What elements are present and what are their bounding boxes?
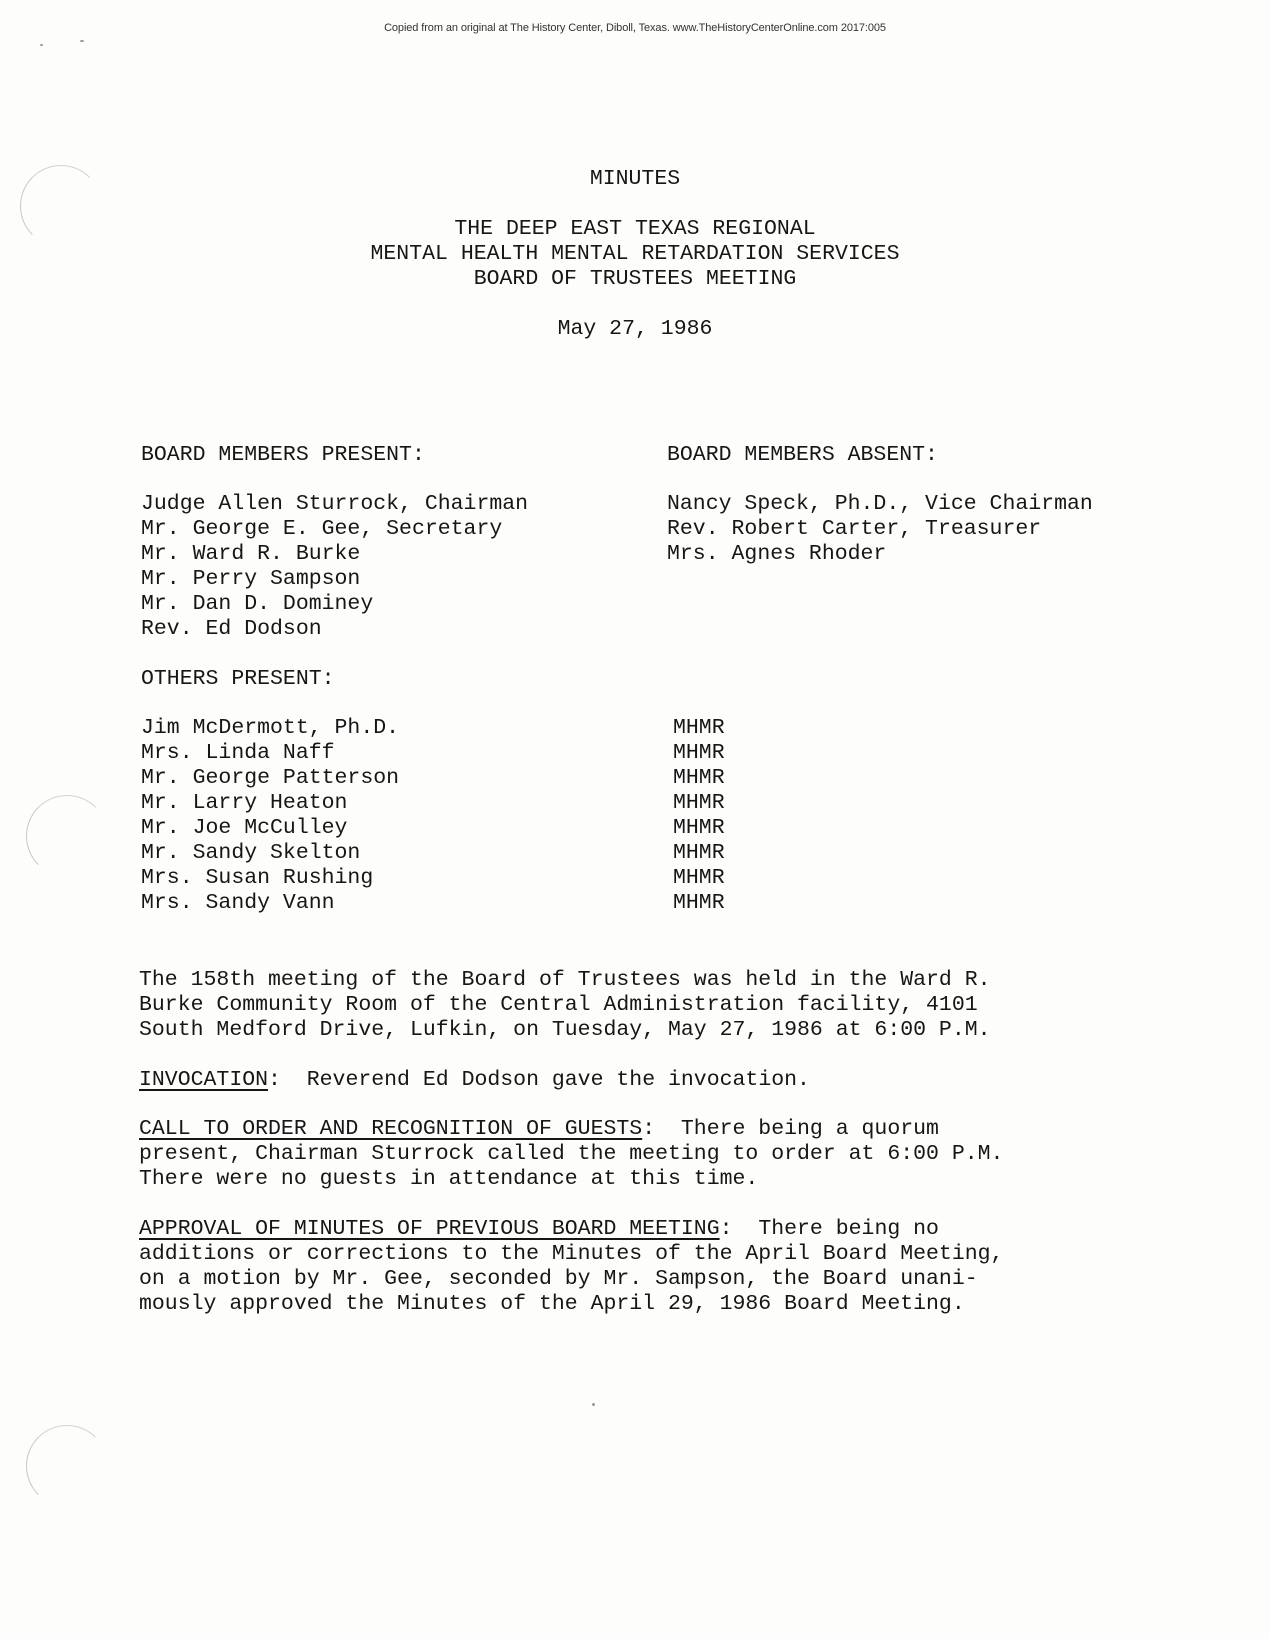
paragraph-line: South Medford Drive, Lufkin, on Tuesday, May 27, 1986 at 6:00 P.M. bbox=[139, 1018, 991, 1042]
attendee-row bbox=[141, 716, 761, 741]
attendee-row bbox=[141, 791, 761, 816]
organization-line: BOARD OF TRUSTEES MEETING bbox=[473, 267, 797, 291]
attendee-org: MHMR bbox=[673, 791, 725, 815]
paragraph-line: There being no bbox=[732, 1217, 939, 1241]
punch-hole-middle bbox=[26, 795, 108, 877]
organization-line: MENTAL HEALTH MENTAL RETARDATION SERVICES bbox=[370, 242, 900, 266]
others-present-list bbox=[141, 716, 761, 916]
paragraph-line: The 158th meeting of the Board of Trustees was held in the Ward R. bbox=[139, 968, 991, 992]
member-present: Rev. Ed Dodson bbox=[141, 617, 322, 641]
paragraph-line: Reverend Ed Dodson gave the invocation. bbox=[280, 1068, 810, 1092]
scan-speck bbox=[80, 40, 84, 42]
member-present: Mr. Perry Sampson bbox=[141, 567, 361, 591]
member-present: Mr. Ward R. Burke bbox=[141, 542, 361, 566]
approval-of-minutes-section bbox=[139, 1217, 1003, 1317]
member-absent: Mrs. Agnes Rhoder bbox=[667, 542, 887, 566]
member-absent: Rev. Robert Carter, Treasurer bbox=[667, 517, 1042, 541]
attendee-name: Mr. George Patterson bbox=[141, 766, 400, 790]
section-heading: INVOCATION bbox=[139, 1068, 269, 1092]
heading-colon: : bbox=[642, 1117, 656, 1141]
member-present: Judge Allen Sturrock, Chairman bbox=[141, 492, 529, 516]
attendee-name: Mrs. Susan Rushing bbox=[141, 866, 374, 890]
attendee-name: Mr. Larry Heaton bbox=[141, 791, 348, 815]
attendee-name: Mrs. Sandy Vann bbox=[141, 891, 335, 915]
section-heading: CALL TO ORDER AND RECOGNITION OF GUESTS bbox=[139, 1117, 643, 1141]
member-present: Mr. George E. Gee, Secretary bbox=[141, 517, 503, 541]
others-present-section bbox=[141, 667, 725, 915]
attendee-name: Mr. Joe McCulley bbox=[141, 816, 348, 840]
attendee-row bbox=[141, 841, 761, 866]
intro-paragraph bbox=[139, 968, 991, 1043]
attendee-row bbox=[141, 741, 761, 766]
attendee-name: Jim McDermott, Ph.D. bbox=[141, 716, 400, 740]
attendee-org: MHMR bbox=[673, 891, 725, 915]
attendee-row bbox=[141, 816, 761, 841]
members-present-heading: BOARD MEMBERS PRESENT: bbox=[141, 443, 425, 467]
call-to-order-section bbox=[139, 1117, 1003, 1192]
scan-speck bbox=[592, 1403, 595, 1406]
meeting-date: May 27, 1986 bbox=[557, 317, 713, 341]
paragraph-line: mously approved the Minutes of the April 29, 1986 Board Meeting. bbox=[139, 1292, 965, 1316]
member-absent: Nancy Speck, Ph.D., Vice Chairman bbox=[667, 492, 1093, 516]
heading-colon: : bbox=[719, 1217, 733, 1241]
paragraph-line: on a motion by Mr. Gee, seconded by Mr. Sampson, the Board unani- bbox=[139, 1267, 978, 1291]
attendee-org: MHMR bbox=[673, 816, 725, 840]
attendee-row bbox=[141, 866, 761, 891]
paragraph-line: present, Chairman Sturrock called the meeting to order at 6:00 P.M. bbox=[139, 1142, 1004, 1166]
archive-copy-note: Copied from an original at The History Center, Diboll, Texas. www.TheHistoryCenterOnline.com 2017:005 bbox=[384, 22, 886, 34]
attendee-name: Mr. Sandy Skelton bbox=[141, 841, 361, 865]
heading-colon: : bbox=[268, 1068, 281, 1092]
paragraph-line: additions or corrections to the Minutes of the April Board Meeting, bbox=[139, 1242, 1004, 1266]
members-absent-section bbox=[667, 443, 1093, 567]
scan-speck bbox=[40, 44, 43, 46]
attendee-org: MHMR bbox=[673, 841, 725, 865]
paragraph-line: Burke Community Room of the Central Administration facility, 4101 bbox=[139, 993, 978, 1017]
attendee-row bbox=[141, 766, 761, 791]
section-heading: APPROVAL OF MINUTES OF PREVIOUS BOARD MEETING bbox=[139, 1217, 720, 1241]
document-title: MINUTES bbox=[589, 167, 681, 191]
organization-block bbox=[0, 217, 1270, 292]
attendee-org: MHMR bbox=[673, 866, 725, 890]
organization-line: THE DEEP EAST TEXAS REGIONAL bbox=[454, 217, 816, 241]
members-present-section bbox=[141, 443, 528, 642]
attendee-org: MHMR bbox=[673, 716, 725, 740]
others-present-heading: OTHERS PRESENT: bbox=[141, 667, 335, 691]
punch-hole-bottom bbox=[26, 1425, 108, 1507]
attendee-name: Mrs. Linda Naff bbox=[141, 741, 335, 765]
attendee-row bbox=[141, 891, 761, 916]
invocation-section bbox=[139, 1068, 810, 1093]
attendee-org: MHMR bbox=[673, 741, 725, 765]
members-absent-heading: BOARD MEMBERS ABSENT: bbox=[667, 443, 938, 467]
paragraph-line: There being a quorum bbox=[655, 1117, 939, 1141]
attendee-org: MHMR bbox=[673, 766, 725, 790]
member-present: Mr. Dan D. Dominey bbox=[141, 592, 374, 616]
paragraph-line: There were no guests in attendance at this time. bbox=[139, 1167, 759, 1191]
